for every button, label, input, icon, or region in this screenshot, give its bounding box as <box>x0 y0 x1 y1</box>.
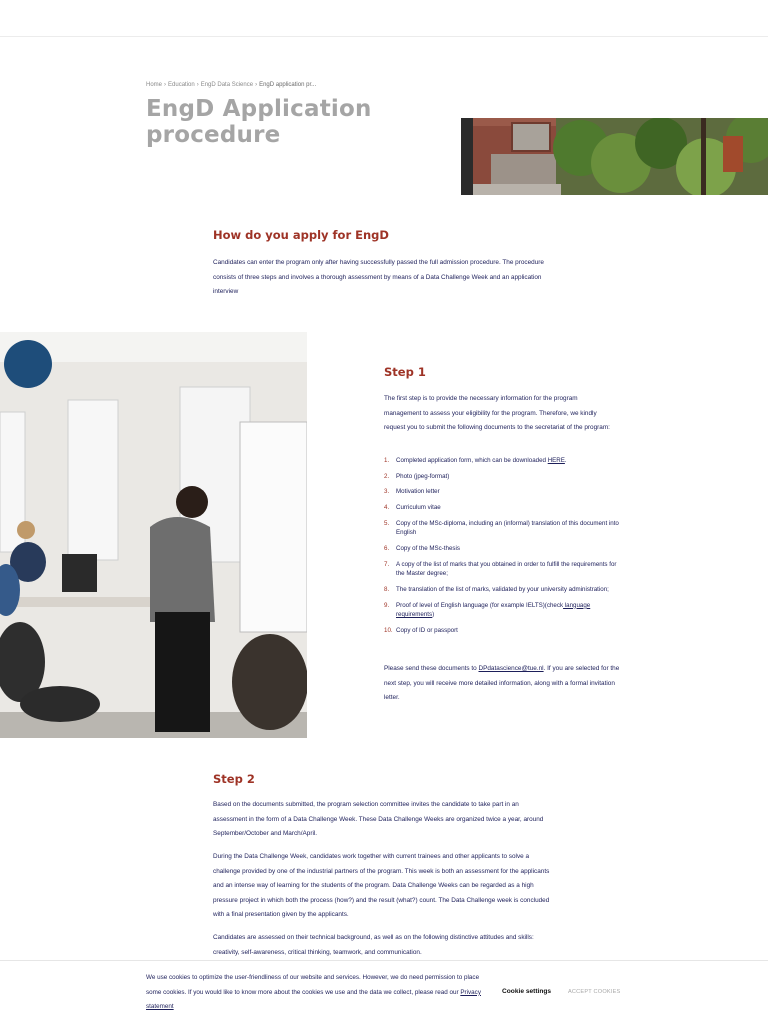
step1-title: Step 1 <box>384 365 426 379</box>
breadcrumb-home[interactable]: Home <box>146 82 163 88</box>
documents-list <box>384 456 624 642</box>
application-form-link[interactable]: HERE <box>547 457 565 464</box>
list-item: 6. Copy of the MSc-thesis <box>384 545 460 553</box>
classroom-photo <box>0 332 307 738</box>
step2-title: Step 2 <box>213 772 255 786</box>
cookie-banner <box>0 960 768 1025</box>
step2-paragraph-1: Based on the documents submitted, the program selection committee invites the candidate to take part in an assessment in the form of a Data Challenge Week. These Data Challenge Weeks are organized twice a year, around September/October and March/April. <box>213 801 544 838</box>
top-bar <box>0 0 768 37</box>
breadcrumb-current: EngD application pr... <box>259 82 317 88</box>
how-to-apply-title: How do you apply for EngD <box>213 228 389 242</box>
page-title: EngD Application procedure <box>146 96 372 148</box>
step1-send-text: Please send these documents to DPdatascience@tue.nl. If you are selected for the next step, you will receive more detailed information, along with a formal invitation letter. <box>384 665 620 702</box>
step1-intro: The first step is to provide the necessary information for the program management to assess your eligibility for the program. Therefore, we kindly request you to submit the following documents to the secretariat of the program: <box>384 395 610 432</box>
list-item: 10. Copy of ID or passport <box>384 626 458 634</box>
breadcrumb-separator: › <box>196 82 199 88</box>
list-item: 8. The translation of the list of marks, validated by your university administration; <box>384 586 609 593</box>
privacy-statement-link[interactable]: Privacy statement <box>146 988 481 1010</box>
how-to-apply-text: Candidates can enter the program only after having successfully passed the full admission procedure. The procedure consists of three steps and involves a thorough assessment by means of a Data Challenge Week and an application interview <box>213 259 544 296</box>
list-item: 1. Completed application form, which can be downloaded HERE. <box>384 457 567 464</box>
list-item: 3. Motivation letter <box>384 488 440 496</box>
accept-cookies-button[interactable]: ACCEPT COOKIES <box>568 989 621 995</box>
step2-paragraph-3: Candidates are assessed on their technical background, as well as on the following distinctive attitudes and skills: creativity, self-awareness, critical thinking, teamwork, and communication. <box>213 934 534 956</box>
step2-paragraph-2: During the Data Challenge Week, candidates work together with current trainees and other applicants to solve a challenge provided by one of the industrial partners of the program. This week is both an assessment for the applicants and an intense way of learning for the students of the program. Data Challenge Weeks can be regarded as a high pressure project in which both the process (how?) and the result (what?) count. The Data Challenge week is concluded with a final presentation given by the applicants. <box>213 853 550 919</box>
breadcrumb-education[interactable]: Education <box>168 82 195 88</box>
hero-photo <box>461 118 768 195</box>
breadcrumb-separator: › <box>164 82 167 88</box>
breadcrumb-separator: › <box>255 82 258 88</box>
breadcrumb-engd-data-science[interactable]: EngD Data Science <box>200 82 254 88</box>
cookie-text: We use cookies to optimize the user-friendliness of our website and services. However, we do need permission to place some cookies. If you would like to know more about the cookies we use and the data we collect, please read our Privacy statement <box>146 974 481 1010</box>
list-item: 9. Proof of level of English language (for example IELTS)(check language requirements) <box>384 601 591 619</box>
list-item: 7. A copy of the list of marks that you obtained in order to fulfill the requirements for the Master degree; <box>384 560 617 578</box>
language-requirements-link[interactable]: language requirements <box>396 601 591 619</box>
list-item: 2. Photo (jpeg-format) <box>384 472 450 480</box>
email-link[interactable]: DPdatascience@tue.nl <box>478 665 544 672</box>
list-item: 4. Curriculum vitae <box>384 504 441 512</box>
breadcrumb <box>146 82 316 88</box>
cookie-settings-button[interactable]: Cookie settings <box>502 988 552 995</box>
list-item: 5. Copy of the MSc-diploma, including an (informal) translation of this document into English <box>384 519 619 537</box>
